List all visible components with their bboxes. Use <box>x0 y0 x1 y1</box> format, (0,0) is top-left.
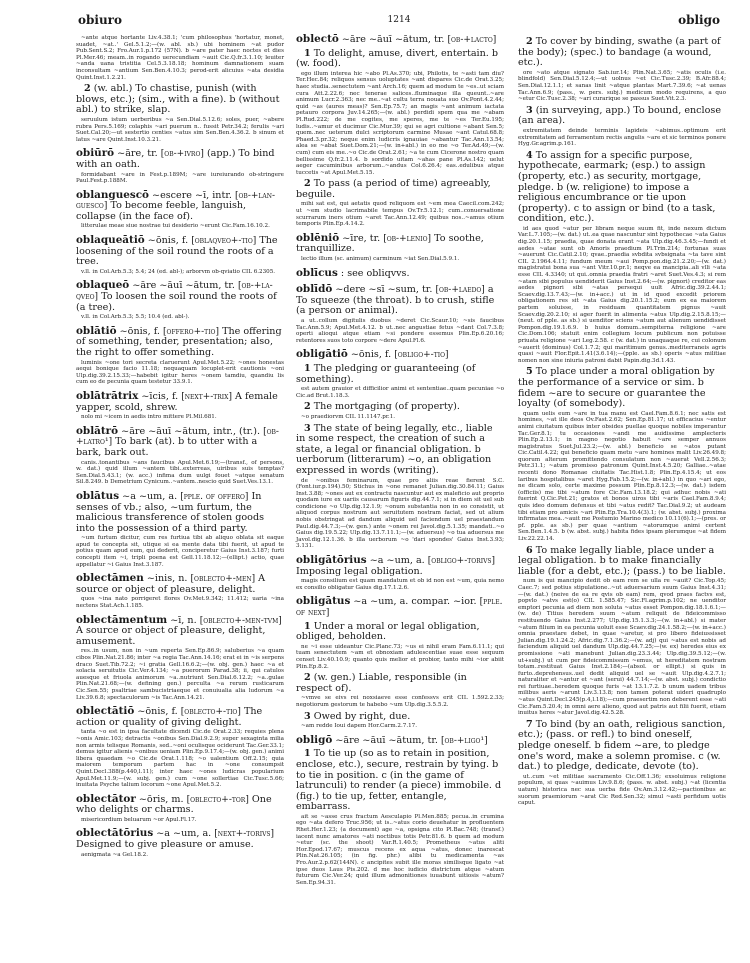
citations: formidabant ~are in Fest.p.189M; ~are iureiurando ob-stringere Paul.Fest.p.188M. <box>76 171 284 185</box>
dictionary-entry <box>296 233 504 263</box>
citations: id aes quod ~atur per libram neque suum fit, inde nexum dictum Var.L.7.105;—(w. dat.) ut..ea quae nascuntur sint hypothecae ~ata Gaius dig.20.1.15; praedia, quae donata erant ~ata Ulp.dig.46.3.45;—fundi et aedes ~atae sunt ob Amoris praedium Pl.Trin.214; fortunas suas ~auerunt Cic.Catil.2.10; qvae..praedia svbdita svbsignata ~ta tave sint CIL 2.1964.4.11; fundum meum ~aui Pomp.pon.dig.21.2.20;—(w. dat.) magistratui bona sua ~ant Vitr.10.pr.1; neqve ea mancipia..ali vlli ~ata esse CIL 4.3340; ut qui..omnia praedia fratri ~aret Suet.Ves.4.3; si rem ~atam sibi populus uendiderit Gaius Inst.2.64;—(w. pignori) creditor eas aedes pignori sibi ~atas persequi uult Afric.dig.39.2.44.1; Scaev.dig.13.7.43;—(w. in+acc.) ut in id quod excedit priorem obligationem res sit ~ata Gaius dig.20.1.15.2; eum ex ea maiorem partem soluisse, in residuam quantitatem pignus ~auit Scaev.dig.20.2.10; si ager fuerit in alimenta ~atus Ulp.dig.2.15.8.15;—(neut. of pple. as sb.) si uenditor sciens ~atum aut alienum uendidisset Pompon.dig.19.1.6.9. b huius domum..sempiterna religione ~are Cic.Dom.106; statuit enim collegium locum publicum non potuisse priuata religione ~ari Leg.2.58. c (w. dat.) in unaquaque re, cui colonum ~auerit (dominus) Col.1.7.2; qui maritimum genus..mediterraneis agris quasi ~auit Flor.Epit.1.41(3.6.14);—(pple. as sb.) operis ~atus militiae nomen non sine iniuria patroni dabit Papin.dig.3d.1.43. <box>518 225 726 364</box>
sense <box>296 673 504 708</box>
sense-definition: The mortgaging (of property). <box>313 401 460 413</box>
citations: quam uelis eum ~are in tua manu est Cael.Fam.8.6.1; nec satis est homines, ~at ille deos Ov.Fast.2.62; Sen.Ep.81.17; ut efficacius ~entur animi ciuitatum quibus inter obsides puellae quoque nobiles imperantur Tac.Ger.8.1; tu occasiones ~andi me auidissime amplecteris Plin.Ep.2.13.1; in magno negotio habuit ~are semper annuos magistratus Suet.Jul.23.2;—(w. abl.) beneficio se ~atos putant Cic.Catil.4.22; qui beneficio quam metu ~are homines malit Liv.26.49.8; quorum alterum promittendo consulatum non ~auerat Vell.2.56.3; Petr.31.1; ~atum promisso patronum Quint.Inst.4.5.20; Galliae..~atae recenti dono Romanae ciuitatis Tac.Hist.1.8; Plin.Ep.4.15.4; ut eos laribus hospitalibus ~aret Hyg.Fab.15.2;—(w. in+abl.) in quo ~ari ego, ne dicam solo, certe maxime possum Plin.Ep.8.12.3;—(w. dat.) isdem (officiis) me tibi ~atum fore Cic.Fam.13.18.2; qui adhuc nobis ~ati fuerint Q.Cic.Pet.21; gratos et bonos uiros tibi ~aris Cael.Fam.8.9.4; quis ideo domum defensus et tibi ~atus redit? Tac.Dial.9.2; ut audeam tibi etiam pro amicis ~ari Plin.Ep.Tra.10.4(3).1; (w. abst. subj.) proxima infirmatas mea..~auit me Postumio Marino medico 10.11(6).1;—(pres. or pf. pple. as sb.) per quae ~antium ~atorumque animi certent Sen.Ben.1.4.5. b (w. abst. subj.) habita fides ipsam plerumque ~at fidem Liv.22.22.14. <box>518 410 726 542</box>
dictionary-entry <box>76 794 284 824</box>
citations: aenigmata ~a Gel.18.2. <box>81 851 148 858</box>
entry-head <box>296 735 504 747</box>
sense <box>518 546 726 717</box>
definition: One who delights or charms. <box>76 793 272 816</box>
etymology: [ob-+laedo] <box>435 285 485 296</box>
headword: oblectō <box>296 33 339 45</box>
citations: mihi sat est, qui aetatis quod reliquom est ~em mea Caecil.com.242; ut ~em studio lacrimabile tempus Ov.Tr.5.12.1; cum..conuersatione scurrarum iners otium ~aret Tac.Ann.12.49; quibus nos..~amus otium temporis Plin.Ep.4.14.2. <box>296 201 504 228</box>
citations: ore ~ato atque signato Sab.iur.14; Plin.Nat.3.65; ~atis oculis (i.e. blindfold) Sen.Dial.5.12.4;—ut uolnus ~et Cic.Tusc.2.39; B.Afr.88.4; Sen.Dial.12.1.1; et sanas linit ~atque plantas Mart.7.39.6; ~at uenas Tac.Ann.6.9; (pass., w. pers. subj.) medicum modo requirens, a quo ~etur Cic.Tusc.2.38; ~ari curarique se passus Suet.Vit.2.3. <box>518 69 726 103</box>
grammar-info: ~āre ~āuī ~ātum, intr., (tr.). <box>121 425 261 437</box>
column-middle <box>296 34 504 891</box>
headword: oblātus <box>76 489 120 502</box>
sense <box>296 622 504 671</box>
grammar-info: ~inis, n. <box>146 573 188 585</box>
citations: ~o praediorvm CIL 11.1147.pr.1. <box>301 413 396 420</box>
citations: ego illum interea hic ~abo Pl.As.370; ubi, Philotis, te ~asti tam diu? Ter.Hec.84; reliquos sensus uoluptates ~ant dispares Cic.de Orat.3.25; haec studia..senectutem ~ant Arch.16; quem ad modum te ~es..ut sciam cura Att.2.22.6; nec tenerae salices..fluminaque illa queunt..~are animum Lucr.2.363; nec me..~at cultu terra nouata suo Ov.Pont.4.2.44; quid ~as (aures meas)? Sen.Ep.75.7; an magis ~ant animum iactata petauro corpora Juv.14.265;—(w. abl.) perdidi spem qua me ~abam Pl.Rud.222; de me cogites, me speres, me te ~es Ter.Eu.195; ludis..~amur et ducimur Cic.Mur.39; qui se agri cultione ~abant Sen.5; quem..nec ueterum dulci scriptorum carmine Musae ~ant Catul.68.8; Phaed.3.pr.32; neque enim ludicris ignauiae ~abantur Tac.Ann.13.54; alea se ~abat Suet.Dom.21;—(w. in+abl.) in eo me ~o Ter.Ad.49;—(w. cum) cum eis me..~o Cic.de Orat.2.61; ~a te cum Cicerone nostro quam bellissime Q.fr.2.11.4. b sordido uitam ~ahas pane Pl.As.142; uelut aeger cacuminibus arborum..~andus Col.6.26.4; eas..edulibus atque tuccetis ~at Apul.Met.5.15. <box>296 70 504 176</box>
citations: num is qui mancipio dedit ob eam rem se ulla re ~auit? Cic.Top.45; Caec.7; sed potius stipulatione..~ut aduersarium suum Gaius Inst.4.31;—(w. dat.) (neive de ea re qvis ob eam) rem, qvod praes factvs est, popvlo ~atvs est(o) CIL 1.585.47; Sic.Fl.agrim.p.102; ne uenditor emptori pecunia ad diem non soluta ~atus esset Pompon.dig.18.1.6.1;—(w. de) Titius heredem suum ~atum reliquit de fideicommisso restituendo Gaius Inst.2.277; Ulp.dig.15.1.3.3;—(w. in+abl.) si mater ~atum filium in ea pecunia uoluit esse Scaev.dig.24.1.58.2;—(w. in+acc.) omnia praestare debet, in quae ~aretur, si pro libero fideiussisset Julian.dig.19.1.24.2; Afric.dig.7.1.36.2;—(w. adj) qui ~atus est nobis ad faciendum aliquid uel dandum Ulp.dig.44.7.25;—(w. ex) heredes eius ex promissione ~ati manebunt Julian.dig.23.3.44; Ulp.dig.39.5.12;—(w. ut+subj.) ut cum per fideicommissum ~emus, ut hereditatem nostram totam..restituat Gaius Inst.2.184;—(absol. or ellipt.) si quis in furto..deprehensus..uel dedit aliquid uel se ~auit Ulp.dig.4.2.7.1; naturaliter et ~antur et ~ant (serui) 44.7.14;—(w. abst. subj.) condictio rei furtiuae..heredem quoque furis ~at 13.1.7.2. b unum uadem tribus milibus aeris ~arunt Liv.3.13.8; non tamen poterat uideri quadruplo ~atus Quint.Decl.245(p.4,l.18);—cum praesertim non deberent esse ~ati Cic.Fam.5.20.4; in omni aere alieno, quod aut patris aut filii fuerit, etiam inuitus heres ~atur Javol.dig.42.5.28. <box>518 578 726 717</box>
sense <box>518 106 726 148</box>
sense-definition: (in surveying, app.) To bound, enclose (an area). <box>518 104 721 127</box>
grammar-info: ~āre ~āuī ~ātum, tr. <box>335 734 438 746</box>
sense-number: 3 <box>526 104 533 116</box>
grammar-info: ~ōris, m. <box>138 793 184 805</box>
sense <box>296 712 504 730</box>
headword: oblātrō <box>76 424 119 437</box>
dictionary-entry <box>296 555 504 591</box>
citations: canis..tonantibus ~ans faucibus Apul.Met.6.19;—(transf., of persons, w. dat.) quid illum ~antem tibi..exterreas, uiribus suis temptas? Sen.Dial.5.43.1; (w. acc.) infima dum uulgi fouet ~atque senatum Sil.8.249. b Demetrium Cynicum..~antem..nescio quid Suet.Ves.13.1. <box>76 459 284 486</box>
headword: oblātrātrix <box>76 389 139 402</box>
citations: litterulae meae siue nostrae tui desiderio ~erunt Cic.Fam.16.10.2. <box>81 223 270 230</box>
dictionary-entry <box>296 596 504 729</box>
headword: oblaqueō <box>76 279 130 292</box>
sense <box>76 84 284 143</box>
definition: The offering of something, tender, presentation; also, the right to offer something. <box>76 325 282 358</box>
headword: oblectātor <box>76 792 136 805</box>
sense-number: 6 <box>526 544 533 556</box>
grammar-info: ~ī, n. <box>170 614 197 626</box>
headword: oblanguescō <box>76 188 149 201</box>
sense-definition: To bind (by an oath, religious sanction, etc.); (pass. or refl.) to bind oneself, pledge oneself. b fidem ~are, to pledge one's word, make a solemn promise. c (w. dat.) to pledge, dedicate, devote (to). <box>518 718 726 773</box>
dictionary-entry <box>76 706 284 789</box>
citations: nolo mi ~icem in aedis intro mittere Pl.Mil.681. <box>81 414 217 421</box>
entry-head <box>76 794 284 816</box>
dictionary-entry <box>76 828 284 858</box>
sense-definition: Under a moral or legal obligation, obliged, beholden. <box>296 620 480 643</box>
sense <box>296 49 504 177</box>
definition: (app.) To bind with an oath. <box>76 148 275 170</box>
entry-head <box>296 555 504 577</box>
entry-head <box>296 34 504 46</box>
sense <box>518 151 726 365</box>
headword: oblēniō <box>296 231 340 244</box>
entry-head <box>76 491 284 534</box>
definition: Designed to give pleasure or amuse. <box>76 839 254 851</box>
entry-head <box>76 148 284 170</box>
entry-head <box>296 233 504 255</box>
sense <box>296 749 504 886</box>
sense-number: 3 <box>304 422 311 434</box>
definition: In senses of vb.; also, ~um furtum, the malicious transference of stolen goods into the possession of a third party. <box>76 490 265 534</box>
dictionary-entry <box>76 326 284 386</box>
citations: res..in usum, non in ~um reperta Sen.Ep.86.9; saluberius ~a quam cibos Plin.Nat.21.86; inter ~a regia Tac.Ann.14.16; erat ei in ~is serpens draco Suet.Tib.72.2; ~i gratia Gell.16.6.2;—(w. obj. gen.) haec ~a et solacia seruitutis Cic.Ver.4.134; ~a puerorum Parad.38; ii, qui catulos auesque et friuola animorum ~a..nutriunt Sen.Dial.6.12.2; ~a..gulae Plin.Nat.21.68;—(w. defining gen.) perculta ~a rerum rusticarum Cic.Sen.55; psaltriae sambucistriaeque et conuiualia alia ludorum ~a Liv.39.6.8; spectaculorum ~is Tac.Ann.14.21. <box>76 648 284 701</box>
sense-number: 5 <box>526 366 533 378</box>
entry-head <box>76 573 284 595</box>
sense-number: 2 <box>304 672 311 684</box>
citations: extremitatem deinde terminis lapideis ~abimus..optimum erit extremitatem ad ferramentum rectis angulis ~are et sic terminos ponere Hyg.Gr.agrim.p.161. <box>518 127 726 148</box>
dictionary-entry <box>296 284 504 344</box>
sense <box>296 364 504 399</box>
etymology: [ob-+lan-guesco] <box>76 190 276 212</box>
sense-number: 1 <box>304 47 311 59</box>
dictionary-entry <box>296 735 504 887</box>
sense <box>296 179 504 228</box>
etymology: [ob-+lacto] <box>447 35 497 45</box>
citations: est autem grauior et difficilior animi et sententiae..quam pecuniae ~o Cic.ad Brut.1.18.3. <box>296 386 504 399</box>
sense <box>518 367 726 542</box>
sense-number: 4 <box>526 149 533 161</box>
entry-head <box>76 615 284 648</box>
sense-definition: To assign for a specific purpose, hypothecate, earmark; (esp.) to assign (property, etc.) as security, mortgage, pledge. b (w. religione) to impose a religious encumbrance or tie upon (property). c to assign or bind (to a task, condition, etc.). <box>518 149 716 225</box>
etymology: [oblecto+-men] <box>190 574 256 585</box>
dictionary-entry <box>76 280 284 320</box>
sense <box>518 37 726 103</box>
headword: obiūrō <box>76 147 115 160</box>
definition: To become feeble, languish, collapse (in the face of). <box>76 200 247 222</box>
dictionary-entry <box>296 268 504 280</box>
sense-number: 2 <box>526 36 533 47</box>
grammar-info: ~a ~um, a. <box>369 555 425 567</box>
headword: obligātōrius <box>296 554 367 567</box>
citations: ~vmve se eivs rei noxsiaeve esse confessvs erit CIL 1.592.2.33; negotiorum gestorum te habebo ~um Ulp.dig.3.5.5.2. <box>296 695 504 708</box>
grammar-info: ~āre ~āuī ~ātum, tr. <box>132 280 235 292</box>
sense-definition: The pledging or guaranteeing (of something). <box>296 362 476 385</box>
grammar-info: ~īre, tr. <box>342 232 381 244</box>
etymology: [pple. of offero] <box>180 491 249 502</box>
sense-definition: To place under a moral obligation by the performance of a service or sim. b fidem ~are to secure or guarantee the loyalty (of somebody). <box>518 366 715 410</box>
sense-number: 1 <box>304 748 311 760</box>
sense <box>296 424 504 551</box>
entry-head <box>76 391 284 413</box>
grammar-info: : <box>340 267 345 279</box>
citations: ait se ~asse crus fractum Aesculapio Pl.Men.885; pecua..in crumina ego ~ata defero Truc.956; ut is..~atus corio deuehatur in profluentem Rhet.Her.1.23; (a document) age ~a, opsigna cito Pl.Bac.748; (transf.) iacent nunc amatores ~ati noctibus totis Petr.81.6. b quem ad modum ~etur (sc. the shoot) Var.R.1.40.5; Prometheus ~atus aliti Hor.Epod.17.67; muscus recens ex aqua ~atus, donec inarescat Plin.Nat.26.105; (in fig. phr.) alibi tu medicamenta ~as Fro.Aur.2.p.62(144N). c ancipites subit ille moras similisque ligato ~at ipse duos Laus Pis.202. d me hoc iudicio districtum atque ~atum futurum Cic.Ver.24; quid illum admonitiones iuuabunt uitiosis ~atum? Sen.Ep.94.31. <box>296 813 504 886</box>
sense-definition: To delight, amuse, divert, entertain. b (w. food). <box>296 47 499 70</box>
guide-word-right: obligo <box>678 13 720 27</box>
sense-definition: (w. abl.) To chastise, punish (with blows, etc.); (sim., with a fine). b (without abl.) to strike, slap. <box>76 83 280 116</box>
dictionary-entry <box>296 349 504 550</box>
etymology: [oblecto+-tor] <box>186 794 249 805</box>
headword: oblectāmen <box>76 572 144 585</box>
sense <box>518 720 726 807</box>
sense-number: 3 <box>304 710 311 722</box>
sense-number: 2 <box>84 83 91 95</box>
sense-definition: (w. gen.) Liable, responsible (in respect of). <box>296 672 467 694</box>
citations: ne ~i esse uideantur Cic.Planc.73; ~us ei nihil eram Fam.6.11.1; qui tuam senectutem ~am et obnoxiam adulescentiae suae esse sequum censet Liv.40.10.9; quanto quis melior et probior, tanto mihi ~ior abiit Plin.Ep.8.2. <box>296 643 504 670</box>
running-header <box>78 13 720 29</box>
etymology: [ob-+ligo¹] <box>440 735 488 746</box>
dictionary-entry <box>76 148 284 184</box>
etymology: [oblecto+-tio] <box>180 707 241 718</box>
sense-number: 1 <box>304 620 311 632</box>
citations: v.ll. in Col.Arb.5.3; 5.4; 24 (ed. abl-); arborvm ob-qviatio CIL 6.2305. <box>81 268 276 275</box>
entry-head <box>296 268 504 280</box>
sense <box>296 402 504 420</box>
grammar-info: ~āre ~āuī ~ātum, tr. <box>341 34 445 45</box>
citations: magis consilium est quam mandatum et ob id non est ~um, quia nemo ex consilio obligatur Gaius dig.17.1.2.6. <box>296 578 504 591</box>
sense-definition: To tie up (so as to retain in position, enclose, etc.), secure, restrain by tying. b to tie in position. c (in the game of latrunculi) to render (a piece) immobile. d (fig.) to tie up, fetter, entangle, embarrass. <box>296 748 502 813</box>
column-right <box>518 34 726 812</box>
entry-head <box>296 284 504 317</box>
citations: v.ll. in Col.Arb.5.3; 5.5; 10.4 (ed. abl-). <box>81 314 190 321</box>
etymology: [oblecto+-men-tvm] <box>199 615 282 626</box>
etymology: [ob-+ivro] <box>160 149 204 160</box>
grammar-info: ~a ~um, a. compar. ~ior. <box>353 596 477 608</box>
headword: oblīdō <box>296 283 333 296</box>
grammar-info: ~āre, tr. <box>117 148 158 160</box>
sense-definition: To cover by binding, swathe (a part of the body); (spec.) to bandage (a wound, etc.). <box>518 36 721 69</box>
dictionary-entry <box>76 615 284 702</box>
grammar-info: ~ōnis, f. <box>137 706 178 718</box>
etymology: [ob-+la-qveo] <box>76 281 273 303</box>
citations: tanta ~o est in ipsa facultate dicendi Cic.de Orat.2.33; requies plena ~onis Amic.103; detractis ~onibus Sen.Dial.9.2.9; super sexaginta milia non armis telisque Romanis, sed..~oni oculisque ociderunt Tac.Ger.33.1; demus igitur alienis ~onibus ueniam Plin.Ep.9.17.4;—(w. obj. gen.) animi libera quaedam ~o Cic.de Orat.1.118; ~o ualentium Off.2.15; quia maiorem temporum partem hac in ~one consumpsit Quint.Decl.388(p.440,l.11); inter haec ~ones ludicras popularium Apul.Met.11.9;—(w. subj. gen.) cum ~one sollertiae Cic.Tusc.5.66; inuitata Psyche talium locorum ~one Apul.Met.5.2. <box>76 729 284 789</box>
entry-head <box>296 596 504 618</box>
sense-number: 7 <box>526 718 533 730</box>
etymology: [next+-trix] <box>181 391 232 402</box>
definition: A source or object of pleasure, delight, amusement. <box>76 625 266 647</box>
etymology: [next+-torivs] <box>214 829 275 840</box>
etymology: [ob-+latro¹] <box>76 426 279 448</box>
etymology: [oblaqveo+-tio] <box>191 236 257 247</box>
dictionary-entry <box>76 426 284 486</box>
dictionary-entry <box>296 34 504 228</box>
entry-head <box>76 235 284 268</box>
entry-head <box>76 326 284 359</box>
entry-head <box>76 706 284 728</box>
definition: The action or quality of giving delight. <box>76 706 263 728</box>
grammar-info: ~ōnis, f. <box>350 349 392 361</box>
sense-definition: Owed by right, due. <box>313 710 411 722</box>
definition: The loosening of the soil round the roots of a tree. <box>76 235 278 268</box>
entry-head <box>296 349 504 361</box>
citations: ~am redde Ioui dapem Hor.Carm.2.7.17. <box>301 723 417 730</box>
grammar-info: ~ōnis, f. <box>119 325 160 337</box>
citations: de ~onibus feminarum, quae pro aliis reae fierent S.C. (Font.iur.p.194).50; Stichus in ~one remanet Julian.dig.30.84.11; Gaius Inst.3.88; ~ones aut ex contractu nascuntur aut ex maleficio aut proprio quodam iure ex uariis causarum figuris dig.44.7.1; si in diem sit uel sub condicione ~o Ulp.dig.12.1.9; ~onum substantia non in eo consistit, ut aliquod corpus nostrum aut seruitutem nostram faciat, sed ut alium nobis obstringat ad dandum aliquid uel faciendum uel praestandum Paul.dig.44.7.3;—(w. gen.) ante ~onem rei Javol.dig.5.1.35; mandati..~o Gaius dig.19.5.22; Ulp.dig.13.7.11.1;—(w. aduersus) ~o tua aduersus me Javol.dig.12.1.36. b illa uerborum ~o 'dari spondes' Gaius Inst.3.93; 3.131. <box>296 477 504 550</box>
definition: Imposing legal obligation. <box>296 565 423 577</box>
guide-word-left: obiuro <box>78 13 123 27</box>
etymology: [obligo+-torivs] <box>427 556 496 567</box>
definition: To loosen the soil round the roots of (a tree). <box>76 291 277 313</box>
grammar-info: ~a ~um, a. <box>156 828 212 840</box>
grammar-info: ~a ~um, a. <box>122 490 178 502</box>
definition: see obliqvvs. <box>347 267 410 279</box>
headword: oblīcus <box>296 266 338 279</box>
dictionary-entry <box>76 391 284 421</box>
dictionary-entry <box>76 235 284 275</box>
entry-head <box>76 828 284 850</box>
citations: luminis ~one tori secreta claruerunt Apul.Met.5.22; ~ones honestas aequi bonique facio 11.18; nequaquam locuplet-erit cautionis ~oni Ulp.dig.39.2.15.33;—habebit igitur heres ~onem tamdiu, quandiu lis cum eo de pecunia quam testetur 33.9.1. <box>76 359 284 386</box>
citations: ~ante atque hortante Liv.4.38.1; 'cum philosophus 'hortatur, monet, suadet, ~at..' Gel.5.1.2;—(w. abl. sb.) ubi hominem ~at pudor Pub.Sent.S.2; Fro.Aur.1.p.172 (57N). b ~are pater haec noctes et dies Pl.Mer.46; meam..in rogando uerecundiam ~auit Cic.Q.fr.3.1.10; leuiter ~anda uana tristitia Cel.5.3.18.18; hominum damnationem suam inconsultam ~antium Sen.Ben.4.10.3; perod-erit alicuius ~ata desidia Quint.Inst.1.2.21. <box>76 35 284 81</box>
headword: obligō <box>296 733 333 746</box>
headword: oblectātōrius <box>76 827 154 840</box>
definition: To bark (at). b to utter with a bark, bark out. <box>76 436 258 458</box>
entry-head <box>76 426 284 459</box>
etymology: [obligo+-tio] <box>394 350 449 361</box>
grammar-info: ~ōnis, f. <box>147 235 189 247</box>
citations: ut..cum ~et militiae sacramento Cic.Off.1.36; exsoluimus religione populum, si quas ~auimus Liv.9.8.6; (pass. w. abst. subj.) ~at (licentia uatum) historica nec sua uerba fide Ov.Am.3.12.42;—pactionibus ac suorum praemiorum ~arat Cic Red.Sen.32; simul ~asti perfidum uotis caput. <box>518 773 726 807</box>
sense-definition: To pass (a period of time) agreeably, beguile. <box>296 178 491 200</box>
column-left <box>76 34 284 863</box>
dictionary-entry <box>76 491 284 568</box>
definition: A female yapper, scold, shrew. <box>76 390 278 413</box>
citations: lectio illum (sc. animum) carminum ~iat Sen.Dial.5.9.1. <box>301 256 460 263</box>
definition: To soothe, tranquillize. <box>296 232 484 255</box>
etymology: [offero+-tio] <box>163 326 219 337</box>
headword: obligātiō <box>296 348 348 361</box>
sense-definition: The state of being legally, etc., liable in some respect, the creation of such a state, a legal or financial obligation. b uerborum (litterarum) ~o, an obligation expressed in words (writing). <box>296 422 493 476</box>
dictionary-entry <box>76 573 284 609</box>
sense-number: 2 <box>304 178 311 190</box>
sense-number: 2 <box>304 401 311 413</box>
page-number: 1214 <box>387 15 411 25</box>
etymology: [pple. of next] <box>296 597 503 618</box>
headword: obligātus <box>296 595 351 608</box>
headword: oblectāmentum <box>76 613 168 626</box>
citations: ~um furtum dicitur, cum res furtiua tibi ab aliquo oblata sit eaque apud te concepta sit, utique si ea mente data tibi fuerit, ut apud te potius quam apud eum, qui dederit, conciperetur Gaius Inst.3.187; furti concepti item ~i, tripli poena est Gell.11.18.12;—(ellipt.) actio, quae appellatur ~i Gaius Inst.3.187. <box>76 535 284 568</box>
definition: A source or object of pleasure, delight. <box>76 573 266 595</box>
grammar-info: ~escere ~ī, intr. <box>152 189 232 201</box>
dictionary-entry <box>518 37 726 807</box>
dictionary-entry <box>76 190 284 230</box>
entry-head <box>76 280 284 313</box>
entry-head <box>76 190 284 223</box>
citations: misericordium beluarum ~or Apul.Fl.17. <box>81 816 197 823</box>
sense-definition: To make legally liable, place under a legal obligation. b to make financially liable (for a debt, etc.); (pass.) to be liable. <box>518 544 726 577</box>
citations: a ut..collum digitulis duobus ~deret Cic.Scaur.10; ~sis faucibus Tac.Ann.5.9; Apul.Met.4.12. b ut..nec angustiae fetus ~dant Col.7.3.8; operti alioqui atque etiam ~si pondere essemus Plin.Ep.6.20.16; retentores suos toto corpore ~dere Apul.Fl.6. <box>296 318 504 344</box>
dictionary-entry <box>76 35 284 143</box>
grammar-info: ~dere ~sī ~sum, tr. <box>335 284 433 296</box>
citations: seruulum istum uerberibus ~a Sen.Dial.5.12.6; soles, puer, ~abere rubra Pers.5.169; colaphis ~ari puerum n.. fussit Petr.34.2; ferulis ~ari Suet.Cal.20;—ut sestertio centies ~atus sim Sen.Ben.4.36.2. b sinum et latus ~are Quint.Inst.10.3.21. <box>76 116 284 143</box>
headword: oblaqueātiō <box>76 234 145 247</box>
etymology: [ob-+lenio] <box>383 233 432 244</box>
grammar-info: ~īcis, f. <box>141 390 179 402</box>
sense-number: 1 <box>304 362 311 374</box>
definition: a To squeeze (the throat). b to crush, stifle (a person or animal). <box>296 284 495 317</box>
headword: oblectātiō <box>76 705 135 718</box>
headword: oblātiō <box>76 324 117 337</box>
citations: quos ~ina nato porrigeret flores Ov.Met.9.342; 11.412; uaria ~ina nectens Stat.Ach.1.185. <box>76 596 284 610</box>
